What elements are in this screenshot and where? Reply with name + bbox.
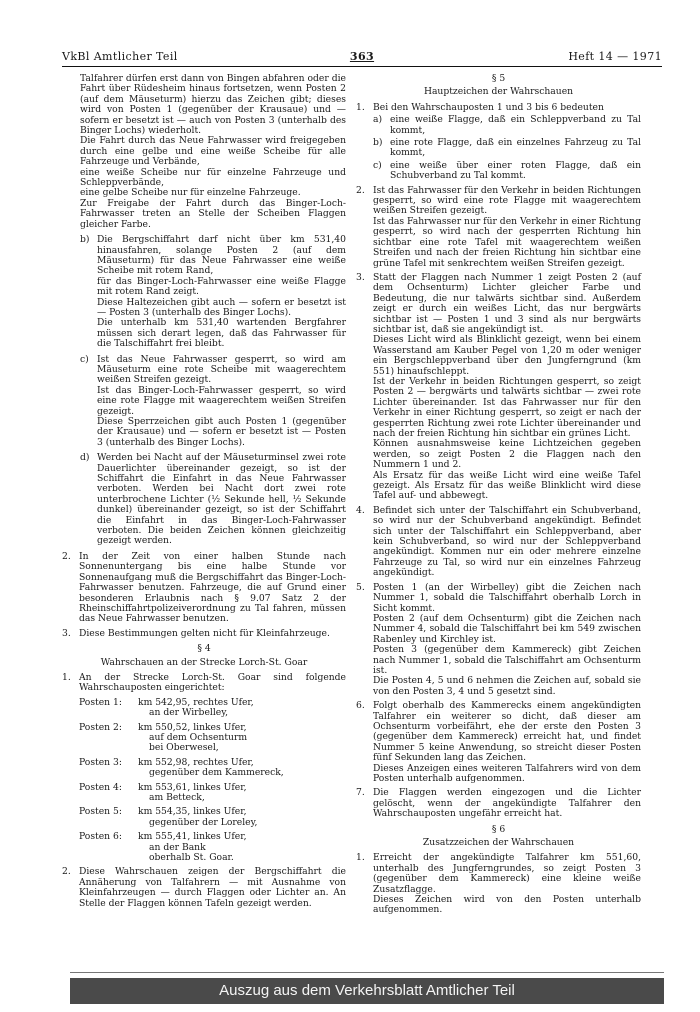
clause-text: Die Bergschiffahrt darf nicht über km 531,40 hinausfahren, solange Posten 2 (auf dem Mäuseturm) für das Neue Fahrwasser eine weiße Scheibe mit rotem Rand, xyxy=(97,234,346,277)
footer-banner: Auszug aus dem Verkehrsblatt Amtlicher Teil xyxy=(70,978,664,1004)
item-text: Die Flaggen werden eingezogen und die Lichter gelöscht, wenn der angekündigte Talfahrer den Wahrschauposten ungefähr erreicht hat. xyxy=(373,787,641,820)
item-text: Ist das Fahrwasser nur für den Verkehr in einer Richtung gesperrt, so wird nach der gesperrten Richtung hin sichtbar eine rote Tafel mit waagerechtem weißen Streifen und nach der freien Richtung hin sichtbar eine grüne Tafel mit senkrechtem weißen Streifen gezeigt. xyxy=(373,215,641,269)
intro-paragraph: Talfahrer dürfen erst dann von Bingen abfahren oder die Fahrt über Rüdesheim hinaus fortsetzen, wenn Posten 2 (auf dem Mäuseturm) hierzu das Zeichen gibt; dieses wird von Posten 1 (gegenüber der Krausaue) und — sofern er besetzt ist — auch von Posten 3 (unterhalb des Binger Lochs) wiederholt. xyxy=(80,73,346,137)
numbered-item xyxy=(62,673,346,694)
clause-text: Die unterhalb km 531,40 wartenden Bergfahrer müssen sich derart legen, daß das Fahrwasser für die Talschiffahrt frei bleibt. xyxy=(97,317,346,350)
item-text: Befindet sich unter der Talschiffahrt ein Schubverband, so wird nur der Schubverband angekündigt. Befindet sich unter der Talschiffahrt ein Schleppverband, aber kein Schubverband, so wird nur der Schleppverband angekündigt. Kommen nur ein oder mehrere einzelne Fahrzeuge zu Tal, so wird nur ein einzelnes Fahrzeug angekündigt. xyxy=(373,504,641,579)
item-text: Folgt oberhalb des Kammerecks einem angekündigten Talfahrer ein weiterer so dicht, daß dieser am Ochsenturm vorbeifährt, ehe der erste den Posten 3 (gegenüber dem Kammereck) erreicht hat, und findet Nummer 5 keine Anwendung, so streicht dieser Posten fünf Sekunden lang das Zeichen. xyxy=(373,700,641,764)
numbered-item xyxy=(356,506,641,579)
numbered-item xyxy=(356,273,641,502)
posten-entry xyxy=(79,783,346,804)
item-text: Können ausnahmsweise keine Lichtzeichen gegeben werden, so zeigt Posten 2 die Flaggen nach den Nummern 1 und 2. xyxy=(373,438,641,471)
section-title: Wahrschauen an der Strecke Lorch-St. Goar xyxy=(100,656,308,668)
numbered-item xyxy=(62,552,346,625)
item-number: 6. xyxy=(356,700,365,712)
item-text: Diese Bestimmungen gelten nicht für Kleinfahrzeuge. xyxy=(79,627,330,639)
item-number: 1. xyxy=(62,671,71,683)
item-number: 2. xyxy=(62,866,71,878)
numbered-item xyxy=(356,186,641,269)
item-text: Bei den Wahrschauposten 1 und 3 bis 6 bedeuten xyxy=(373,101,604,113)
posten-detail: auf dem Ochsenturm xyxy=(149,731,248,743)
item-text: Diese Wahrschauen zeigen der Bergschiffahrt die Annäherung von Talfahrern — mit Ausnahme von Kleinfahrzeugen — durch Flaggen oder Lichter an. An Stelle der Flaggen können Tafeln gezeigt werden. xyxy=(79,866,346,909)
posten-detail: km 554,35, linkes Ufer, xyxy=(138,806,247,818)
posten-detail: km 553,61, linkes Ufer, xyxy=(138,781,247,793)
page-number: 363 xyxy=(349,50,375,63)
item-text: Posten 3 (gegenüber dem Kammereck) gibt Zeichen nach Nummer 1, sobald die Talschiffahrt am Ochsenturm ist. xyxy=(373,644,641,676)
posten-detail: km 550,52, linkes Ufer, xyxy=(138,721,247,733)
item-number: 5. xyxy=(356,581,365,593)
posten-detail: bei Oberwesel, xyxy=(149,742,219,754)
clause-label: b) xyxy=(373,137,383,149)
section-heading: § 4 xyxy=(197,643,211,655)
intro-block xyxy=(62,74,346,230)
numbered-item xyxy=(356,788,641,819)
item-text: In der Zeit von einer halben Stunde nach Sonnenuntergang bis eine halbe Stunde vor Sonnenaufgang muß die Bergschiffahrt das Binger-Loch-Fahrwasser benutzen. Fahrzeuge, die auf Grund einer besonderen Erlaubnis nach § 9.07 Satz 2 der Rheinschiffahrtpolizeiverordnung zu Tal fahren, müssen das Neue Fahrwasser benutzen. xyxy=(79,550,346,625)
clause-c xyxy=(80,355,346,449)
clause-label: c) xyxy=(373,159,382,171)
posten-label: Posten 1: xyxy=(79,696,122,708)
item-text: Posten 2 (auf dem Ochsenturm) gibt die Zeichen nach Nummer 4, sobald die Talschiffahrt bei km 549 zwischen Rabenley und Kirchley ist. xyxy=(373,612,641,645)
posten-detail: km 542,95, rechtes Ufer, xyxy=(138,696,254,708)
numbered-item xyxy=(62,629,346,639)
posten-detail: gegenüber der Loreley, xyxy=(149,816,258,828)
posten-entry xyxy=(79,698,346,719)
section-heading: § 5 xyxy=(491,73,506,84)
intro-paragraph: Die Fahrt durch das Neue Fahrwasser wird freigegeben durch eine gelbe und eine weiße Scheibe für alle Fahrzeuge und Verbände, xyxy=(80,135,346,168)
clause-label: d) xyxy=(80,452,90,464)
posten-entry xyxy=(79,758,346,779)
sub-clause xyxy=(373,138,641,159)
numbered-item xyxy=(356,103,641,182)
intro-paragraph: eine gelbe Scheibe nur für einzelne Fahrzeuge. xyxy=(80,187,301,199)
posten-label: Posten 6: xyxy=(79,831,122,843)
section-heading: § 6 xyxy=(491,823,506,835)
item-text: An der Strecke Lorch-St. Goar sind folgende Wahrschauposten eingerichtet: xyxy=(79,671,346,694)
numbered-item xyxy=(62,867,346,909)
clause-text: eine rote Flagge, daß ein einzelnes Fahrzeug zu Tal kommt, xyxy=(390,137,641,159)
item-text: Die Posten 4, 5 und 6 nehmen die Zeichen auf, sobald sie von den Posten 3, 4 und 5 gesetzt sind. xyxy=(373,675,641,697)
issue-label: Heft 14 — 1971 xyxy=(568,50,662,63)
posten-label: Posten 5: xyxy=(79,806,122,818)
clause-text: Werden bei Nacht auf der Mäuseturminsel zwei rote Dauerlichter übereinander gezeigt, so ist der Schiffahrt die Einfahrt in das Neue Fahrwasser verboten. Werden bei Nacht dort zwei rote unterbrochene Lichter (½ Sekunde hell, ½ Sekunde dunkel) übereinander gezeigt, so ist der Schiffahrt die Einfahrt in das Binger-Loch-Fahrwasser verboten. Die beiden Zeichen können gleichzeitig gezeigt werden. xyxy=(97,452,346,547)
item-number: 1. xyxy=(356,101,365,113)
item-number: 3. xyxy=(62,627,71,639)
section-title: Zusatzzeichen der Wahrschauen xyxy=(422,837,575,849)
posten-entry xyxy=(79,723,346,754)
item-text: Posten 1 (an der Wirbelley) gibt die Zeichen nach Nummer 1, sobald die Talschiffahrt oberhalb Lorch in Sicht kommt. xyxy=(373,581,641,614)
clause-d xyxy=(80,453,346,547)
item-text: Dieses Zeichen wird von den Posten unterhalb aufgenommen. xyxy=(373,894,641,916)
item-number: 2. xyxy=(356,184,365,196)
item-text: Statt der Flaggen nach Nummer 1 zeigt Posten 2 (auf dem Ochsenturm) Lichter gleicher Farbe und Bedeutung, die nur talwärts sichtbar sind. Außerdem zeigt er durch ein weißes Licht, das nur bergwärts sichtbar ist — Posten 1 und 3 sind als nur bergwärts sichtbar ist, daß sie angekündigt ist. xyxy=(373,271,641,335)
clause-label: a) xyxy=(373,114,383,126)
item-number: 3. xyxy=(356,271,365,283)
journal-name: VkBl Amtlicher Teil xyxy=(62,50,178,63)
clause-b xyxy=(80,235,346,349)
item-text: Ist das Fahrwasser für den Verkehr in beiden Richtungen gesperrt, so wird eine rote Flagge mit waagerechtem weißen Streifen gezeigt. xyxy=(373,184,641,217)
posten-detail: km 555,41, linkes Ufer, xyxy=(138,831,247,843)
item-text: Dieses Anzeigen eines weiteren Talfahrers wird von dem Posten unterhalb aufgenommen. xyxy=(373,762,641,784)
intro-paragraph: Zur Freigabe der Fahrt durch das Binger-Loch-Fahrwasser treten an Stelle der Scheiben Flaggen gleicher Farbe. xyxy=(80,197,346,230)
clause-text: Ist das Binger-Loch-Fahrwasser gesperrt, so wird eine rote Flagge mit waagerechtem weißen Streifen gezeigt. xyxy=(97,384,346,417)
left-column xyxy=(62,74,346,913)
header-rule xyxy=(62,66,662,67)
posten-detail: gegenüber dem Kammereck, xyxy=(149,767,284,779)
posten-detail: km 552,98, rechtes Ufer, xyxy=(138,756,254,768)
clause-label: c) xyxy=(80,353,89,365)
item-text: Als Ersatz für das weiße Licht wird eine weiße Tafel gezeigt. Als Ersatz für das weiße Blinklicht wird diese Tafel auf- und abbewegt. xyxy=(373,469,641,502)
numbered-item xyxy=(356,583,641,697)
item-number: 1. xyxy=(356,852,365,864)
item-number: 2. xyxy=(62,550,71,562)
posten-label: Posten 2: xyxy=(79,721,122,733)
posten-detail: oberhalb St. Goar. xyxy=(149,852,234,864)
sub-clause xyxy=(373,161,641,182)
item-text: Erreicht der angekündigte Talfahrer km 551,60, unterhalb des Jungferngrundes, so zeigt Posten 3 (gegenüber dem Kammereck) eine kleine weiße Zusatzflagge. xyxy=(373,852,641,895)
item-text: Dieses Licht wird als Blinklicht gezeigt, wenn bei einem Wasserstand am Kauber Pegel von 1,20 m oder weniger ein Bergschleppverband über den Jungferngrund (km 551) hinaufschleppt. xyxy=(373,334,641,377)
clause-text: für das Binger-Loch-Fahrwasser eine weiße Flagge mit rotem Rand zeigt. xyxy=(97,275,346,298)
posten-entry xyxy=(79,807,346,828)
item-number: 7. xyxy=(356,787,365,799)
posten-label: Posten 4: xyxy=(79,781,122,793)
clause-text: Ist das Neue Fahrwasser gesperrt, so wird am Mäuseturm eine rote Scheibe mit waagerechtem weißen Streifen gezeigt. xyxy=(97,353,346,386)
right-column xyxy=(356,74,641,920)
numbered-item xyxy=(356,853,641,915)
posten-entry xyxy=(79,832,346,863)
clause-text: Diese Sperrzeichen gibt auch Posten 1 (gegenüber der Krausaue) und — sofern er besetzt ist — Posten 3 (unterhalb des Binger Lochs). xyxy=(97,416,346,448)
numbered-item xyxy=(356,701,641,784)
clause-label: b) xyxy=(80,234,90,246)
posten-label: Posten 3: xyxy=(79,756,122,768)
posten-detail: an der Bank xyxy=(149,841,206,853)
page-header xyxy=(62,50,662,66)
clause-text: Diese Haltezeichen gibt auch — sofern er besetzt ist — Posten 3 (unterhalb des Binger Lochs). xyxy=(97,296,346,318)
item-number: 4. xyxy=(356,504,365,516)
footer-rule xyxy=(70,972,664,973)
section-title: Hauptzeichen der Wahrschauen xyxy=(423,86,574,98)
posten-list xyxy=(62,698,346,864)
posten-detail: an der Wirbelley, xyxy=(149,707,229,719)
sub-clause xyxy=(373,115,641,136)
item-text: Ist der Verkehr in beiden Richtungen gesperrt, so zeigt Posten 2 — bergwärts und talwärts sichtbar — zwei rote Lichter übereinander. Ist das Fahrwasser nur für den Verkehr in einer Richtung gesperrt, so zeigt er nach der gesperrten Richtung zwei rote Lichter übereinander und nach der freien Richtung hin sichtbar ein grünes Licht. xyxy=(373,375,641,439)
clause-text: eine weiße über einer roten Flagge, daß ein Schubverband zu Tal kommt. xyxy=(390,159,641,182)
clause-text: eine weiße Flagge, daß ein Schleppverband zu Tal kommt, xyxy=(390,114,641,136)
intro-paragraph: eine weiße Scheibe nur für einzelne Fahrzeuge und Schleppverbände, xyxy=(80,166,346,189)
posten-detail: am Betteck, xyxy=(149,792,205,803)
